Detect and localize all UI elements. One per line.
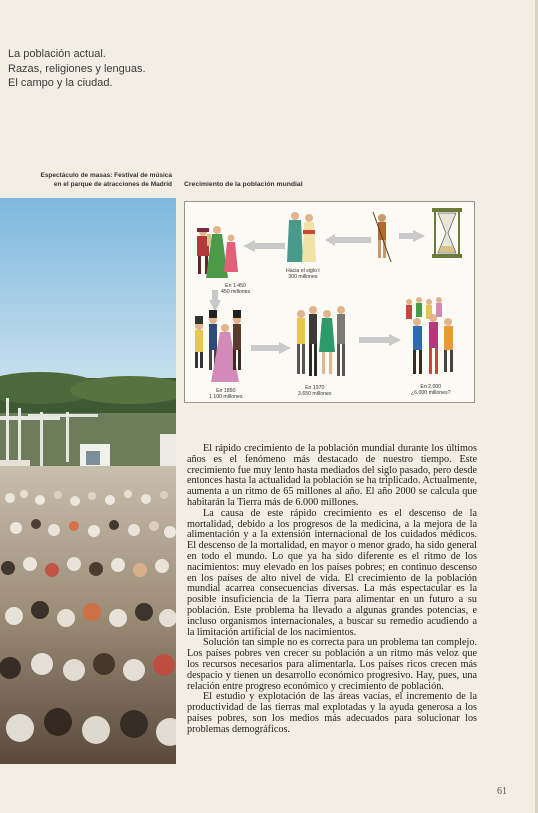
caption-siglo	[286, 268, 320, 281]
caption-year: En 2.000	[420, 384, 442, 390]
arrow-icon	[325, 234, 371, 246]
body-paragraph: El estudio y explotación de las áreas vacías, el incremento de la productividad de las tierras mal explotadas y la ayuda generosa a los países pobres, son los medios más adecuados para solucionar los problemas demográficos.	[187, 691, 477, 735]
photo-caption-line: Espectáculo de masas: Festival de música	[40, 172, 172, 179]
primitive-figure-icon	[373, 212, 391, 262]
hourglass-icon	[432, 208, 462, 258]
page-number: 61	[497, 786, 507, 797]
caption-1450	[221, 283, 250, 296]
body-paragraph: La causa de este rápido crecimiento es el descenso de la mortalidad, debido a los progresos de la medicina, a la mejora de la alimentación y a la extensión internacional de los cuidados médicos. El descenso de la mortalidad, en mayor o menor grado, ha sido general en todo el mundo. Lo que ya ha sido diferente es el ritmo de los nacimientos: muy elevado en los países pobres; en continuo descenso en los países de alto nivel de vida. El crecimiento de la población mundial acarrea consecuencias diversas. La más espectacular es la posible insuficiencia de la Tierra para alimentar en un futuro a su población. Este problema ha llevado a algunas grandes potencias, e incluso organismos internacionales, a buscar su remedio acudiendo a la limitación artificial de los nacimientos.	[187, 507, 477, 638]
roman-figures-icon	[287, 212, 316, 262]
caption-2000	[411, 384, 451, 397]
crowd-photo-illustration	[0, 198, 176, 764]
figures-2000-icon	[406, 297, 453, 374]
caption-population: 450 millones	[221, 289, 251, 296]
arrow-icon	[243, 240, 285, 252]
body-paragraph: Solución tan simple no es correcta para un problema tan complejo. Los países pobres ven crecer su población a un ritmo más veloz que los recursos necesarios para alimentarla. Los países ricos crecen más despacio y tienen un desarrollo económico progresivo. Hay, pues, una relación entre progreso económico y crecimiento de población.	[187, 637, 477, 692]
arrow-icon	[399, 230, 425, 242]
figures-1850-icon	[195, 310, 241, 382]
caption-population: 300 millones	[288, 274, 318, 281]
photo-caption-line: en el parque de atracciones de Madrid	[53, 180, 172, 188]
caption-1850	[209, 388, 242, 401]
crowd-photo	[0, 198, 176, 764]
arrow-icon	[209, 290, 221, 312]
caption-1970	[298, 385, 331, 398]
caption-year: Hacia el siglo I	[286, 268, 320, 274]
chapter-topics	[8, 47, 146, 91]
figures-1970-icon	[297, 306, 345, 376]
arrow-icon	[251, 342, 291, 354]
arrow-icon	[359, 334, 401, 346]
diagram-illustration	[185, 202, 475, 403]
topic-line: Razas, religiones y lenguas.	[8, 62, 146, 75]
caption-population: 3.650 millones	[298, 391, 332, 398]
topic-line: El campo y la ciudad.	[8, 77, 113, 89]
caption-year: En 1.450	[225, 283, 246, 289]
figure-title: Crecimiento de la población mundial	[184, 181, 303, 188]
caption-year: En 1850	[216, 388, 236, 394]
caption-population: 1 100 millones	[209, 394, 243, 401]
caption-population: ¿6.000 millones?	[411, 390, 451, 397]
population-growth-diagram	[184, 201, 475, 403]
medieval-figures-icon	[197, 226, 238, 278]
body-paragraph: El rápido crecimiento de la población mundial durante los últimos años es el fenómeno más destacado de nuestro tiempo. Este crecimiento fue muy lento hasta mediados del siglo pasado, pero desde entonces hasta la actualidad la población se ha triplicado. Actualmente, aumenta a un ritmo de 65 millones al año. El año 2000 se calcula que habitarán la Tierra más de 6.000 millones.	[187, 443, 477, 508]
caption-year: En 1970	[305, 385, 325, 391]
body-text	[187, 444, 477, 736]
photo-caption	[8, 172, 172, 189]
topic-line: La población actual.	[8, 48, 106, 60]
